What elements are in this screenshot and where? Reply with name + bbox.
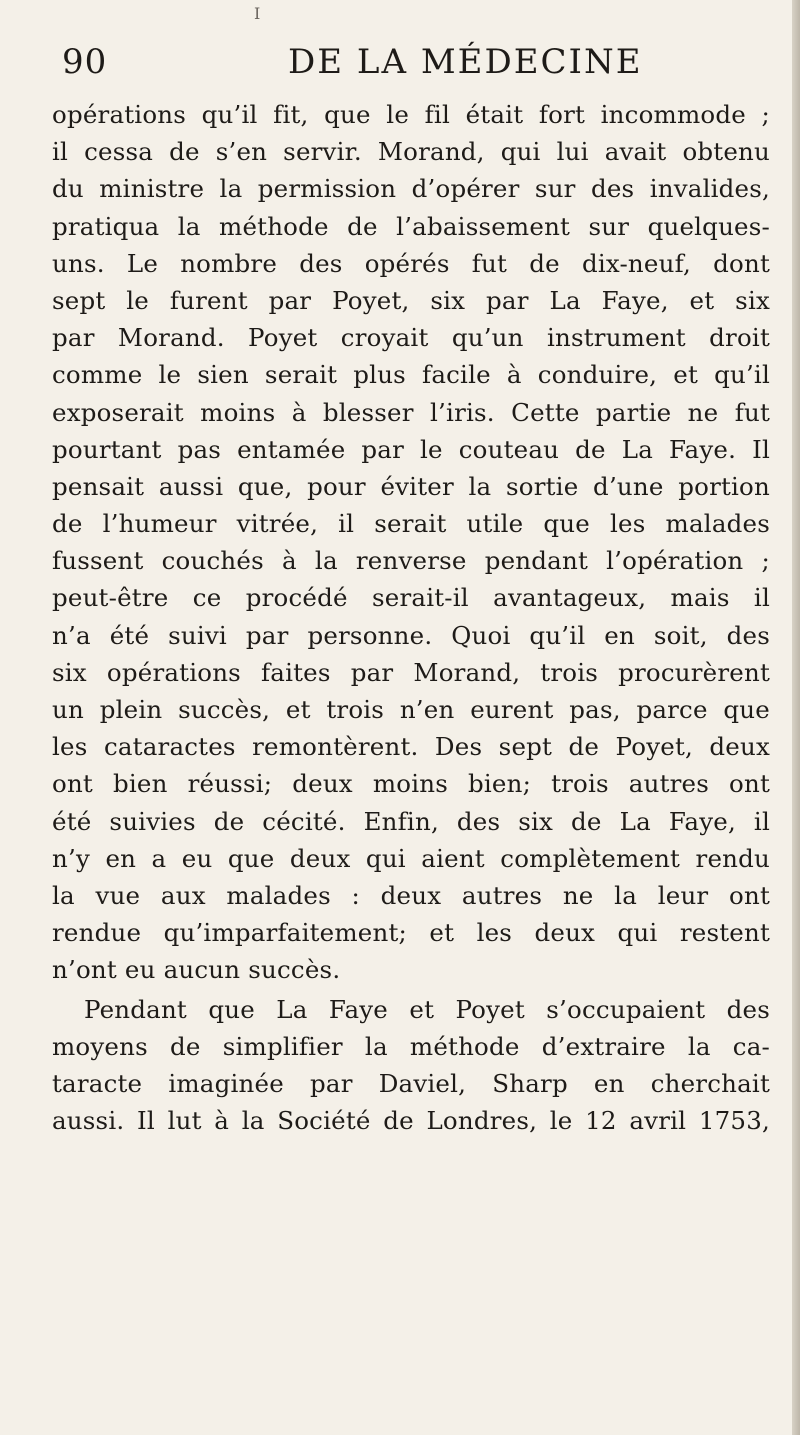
text-line: n’a été suivi par personne. Quoi qu’il en soit, des <box>52 620 770 650</box>
text-line: exposerait moins à blesser l’iris. Cette partie ne fut <box>52 397 770 427</box>
text-line: ont bien réussi; deux moins bien; trois autres ont <box>52 769 770 799</box>
text-line: peut-être ce procédé serait-il avantageux, mais il <box>52 583 770 613</box>
text-line: pourtant pas entamée par le couteau de La Faye. Il <box>52 434 770 464</box>
page-number: 90 <box>62 42 108 82</box>
text-line: pratiqua la méthode de l’abaissement sur quelques- <box>52 211 770 241</box>
text-line: moyens de simplifier la méthode d’extraire la ca- <box>52 1031 770 1061</box>
text-line: n’ont eu aucun succès. <box>52 955 341 985</box>
text-line: par Morand. Poyet croyait qu’un instrument droit <box>52 323 770 353</box>
text-line: les cataractes remontèrent. Des sept de Poyet, deux <box>52 732 770 762</box>
running-head: DE LA MÉDECINE <box>288 42 643 82</box>
text-line: uns. Le nombre des opérés fut de dix-neuf, dont <box>52 248 770 278</box>
text-line: rendue qu’imparfaitement; et les deux qui restent <box>52 918 770 948</box>
page-header <box>62 42 762 90</box>
text-line: n’y en a eu que deux qui aient complètement rendu <box>52 843 770 873</box>
text-line: taracte imaginée par Daviel, Sharp en cherchait <box>52 1068 770 1098</box>
text-line: opérations qu’il fit, que le fil était fort incommode ; <box>52 100 770 129</box>
text-line: pensait aussi que, pour éviter la sortie d’une portion <box>52 471 770 501</box>
text-line: sept le furent par Poyet, six par La Faye, et six <box>52 285 770 315</box>
text-line: comme le sien serait plus facile à conduire, et qu’il <box>52 360 770 390</box>
text-line: un plein succès, et trois n’en eurent pas, parce que <box>52 695 770 724</box>
text-line: six opérations faites par Morand, trois procurèrent <box>52 657 770 687</box>
text-line: la vue aux malades : deux autres ne la leur ont <box>52 880 770 910</box>
page-edge-shadow <box>792 0 800 1435</box>
text-line: fussent couchés à la renverse pendant l’opération ; <box>52 546 770 576</box>
text-line: il cessa de s’en servir. Morand, qui lui avait obtenu <box>52 137 770 167</box>
body-text <box>52 96 770 1139</box>
paragraph-1 <box>52 96 770 989</box>
text-line: de l’humeur vitrée, il serait utile que les malades <box>52 509 770 539</box>
text-line: Pendant que La Faye et Poyet s’occupaient des <box>84 994 770 1024</box>
top-margin-mark: I <box>254 4 261 23</box>
text-line: du ministre la permission d’opérer sur des invalides, <box>52 174 770 204</box>
text-line: été suivies de cécité. Enfin, des six de La Faye, il <box>52 806 770 836</box>
paragraph-2 <box>52 991 770 1140</box>
text-line: aussi. Il lut à la Société de Londres, le 12 avril 1753, <box>52 1106 770 1136</box>
